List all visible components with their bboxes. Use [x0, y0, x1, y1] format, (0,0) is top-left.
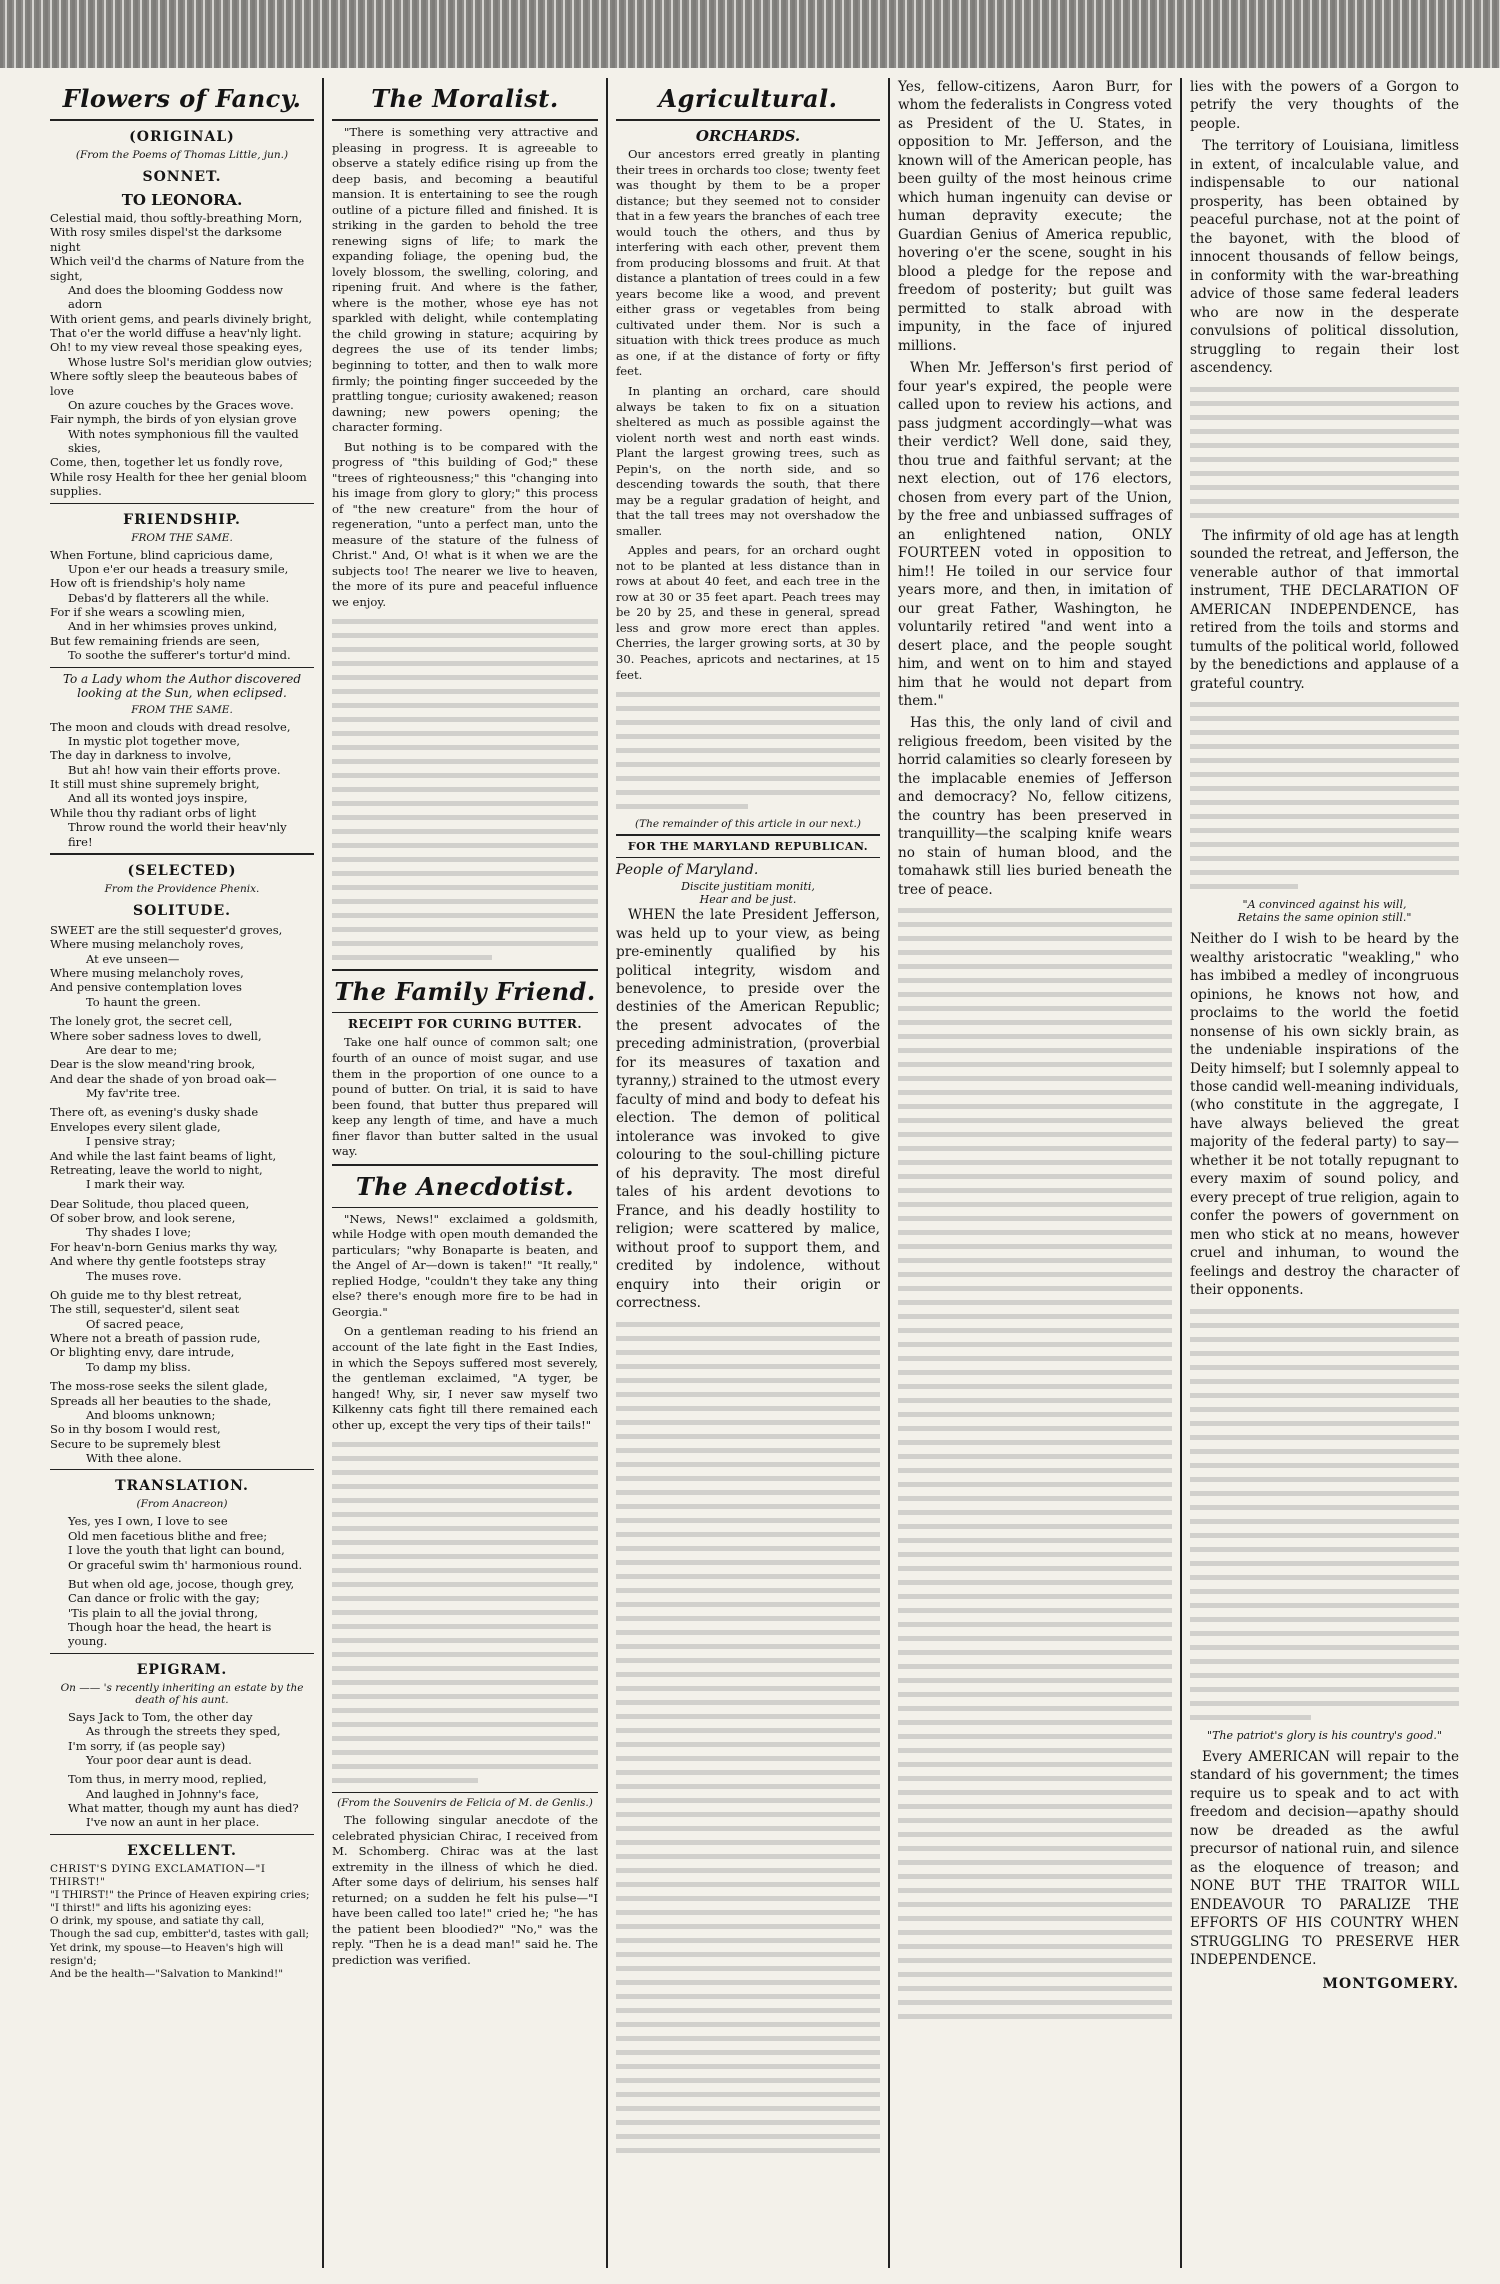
verse-line: And laughed in Johnny's face, [86, 1786, 259, 1801]
epigram-subtitle: On —— 's recently inheriting an estate by the death of his aunt. [60, 1681, 304, 1706]
verse-line: Of sacred peace, [86, 1316, 184, 1331]
text-continuation [616, 1322, 880, 2153]
excellent-verse [50, 1863, 314, 1981]
verse-line: Old men facetious blithe and free; [68, 1528, 268, 1543]
political-paragraph: The infirmity of old age has at length sounded the retreat, and Jefferson, the venerable author of that immortal instrument, THE DECLARATION OF AMERICAN INDEPENDENCE, has retired from the toils and storms and tumults of the political world, followed by the benedictions and applause of a grateful country. [1190, 527, 1459, 692]
divider [332, 119, 598, 121]
verse-line: But when old age, jocose, though grey, [68, 1576, 295, 1591]
verse-line: The moon and clouds with dread resolve, [50, 719, 291, 734]
verse-line: Celestial maid, thou softly-breathing Morn, [50, 211, 303, 225]
verse-line: It still must shine supremely bright, [50, 777, 260, 791]
verse-line: O drink, my spouse, and satiate thy call, [50, 1915, 265, 1928]
verse-line: With notes symphonious fill the vaulted skies, [68, 426, 299, 455]
verse-line: And where thy gentle footsteps stray [50, 1254, 266, 1269]
verse-line: Come, then, together let us fondly rove, [50, 455, 283, 470]
text-continuation [898, 908, 1172, 2019]
verse-line: With rosy smiles dispel'st the darksome night [50, 225, 282, 254]
verse-line: And dear the shade of yon broad oak— [50, 1071, 277, 1086]
verse-line: At eve unseen— [86, 951, 180, 966]
verse-line: Dear is the slow meand'ring brook, [50, 1057, 256, 1072]
verse-line: Where musing melancholy roves, [50, 966, 244, 980]
divider [332, 969, 598, 971]
verse-line: The day in darkness to involve, [50, 748, 232, 763]
text-continuation [332, 1442, 598, 1783]
divider [50, 853, 314, 855]
epigram-title: EPIGRAM. [136, 1661, 228, 1678]
verse-line: Dear Solitude, thou placed queen, [50, 1196, 250, 1211]
verse-line: The still, sequester'd, silent seat [50, 1302, 240, 1317]
people-heading: People of Maryland. [616, 862, 759, 879]
divider [50, 1653, 314, 1654]
verse-line: Spreads all her beauties to the shade, [50, 1393, 272, 1408]
verse-line: Where sober sadness loves to dwell, [50, 1028, 262, 1043]
divider [332, 1012, 598, 1013]
verse-line: But few remaining friends are seen, [50, 633, 260, 648]
verse-line: SWEET are the still sequester'd groves, [50, 922, 283, 937]
verse-line: 'Tis plain to all the jovial throng, [68, 1605, 258, 1620]
divider [616, 119, 880, 121]
verse-line: And all its wonted joys inspire, [68, 791, 248, 806]
anecdote-paragraph: "News, News!" exclaimed a goldsmith, while Hodge with open mouth demanded the particulars; "why Bonaparte is beaten, and the Angel of Ar—down is taken!" "It really," replied Hodge, "couldn't they take any thing else? there's enough more fire to be had in Georgia." [332, 1211, 598, 1319]
motto-latin: Discite justitiam moniti, [681, 880, 815, 894]
recipe-title: RECEIPT FOR CURING BUTTER. [347, 1017, 582, 1032]
masthead-agricultural: Agricultural. [658, 84, 838, 113]
verse-line: Or blighting envy, dare intrude, [50, 1345, 235, 1360]
patriot-motto: "The patriot's glory is his country's good." [1207, 1728, 1442, 1742]
republican-source: FOR THE MARYLAND REPUBLICAN. [627, 840, 869, 854]
quote-line: "A convinced against his will, [1242, 898, 1407, 912]
verse-line: Thy shades I love; [86, 1225, 192, 1240]
verse-line: On azure couches by the Graces wove. [68, 397, 294, 412]
political-paragraph: Yes, fellow-citizens, Aaron Burr, for whom the federalists in Congress voted as President of the U. States, in opposition to Mr. Jefferson, and the known will of the American people, has been guilty of the most heinous crime which human ingenuity can devise or human depravity execute; the Guardian Genius of America republic, hovering o'er the scene, sought in his blood a pledge for the repose and freedom of posterity; but guilt was permitted to stalk abroad with impunity, in the face of injured millions. [898, 79, 1172, 354]
verse-line: Yes, yes I own, I love to see [68, 1514, 228, 1529]
verse-line: "I thirst!" and lifts his agonizing eyes: [50, 1902, 252, 1915]
verse-line: And does the blooming Goddess now adorn [68, 282, 284, 312]
political-paragraph: Neither do I wish to be heard by the wealthy aristocratic "weakling," who has imbibed a medley of incongruous opinions, he knows not how, and proclaims to the world the foetid nonsense of his own sickly brain, as the undeniable inspirations of the Deity himself; but I solemnly appeal to those candid well-meaning individuals, (who constitute in the aggregate, I have always believed the great majority of the federal party) to say—whether it be not totally repugnant to every maxim of sound policy, and every precept of true religion, again to confer the powers of government on men who stick at no means, however cruel and inhuman, to wound the feelings and destroy the character of their opponents. [1190, 931, 1459, 1299]
verse-line: And be the health—"Salvation to Mankind!" [50, 1967, 284, 1980]
verse-line: As through the streets they sped, [86, 1724, 281, 1739]
text-continuation [1190, 702, 1459, 889]
verse-line: Secure to be supremely blest [50, 1436, 221, 1451]
verse-line: In mystic plot together move, [68, 733, 241, 748]
epigram-verse [50, 1710, 314, 1830]
divider [332, 1207, 598, 1208]
sonnet-title: TO LEONORA. [121, 191, 243, 209]
verse-line: So in thy bosom I would rest, [50, 1422, 221, 1437]
divider [50, 119, 314, 121]
verse-line: When Fortune, blind capricious dame, [50, 547, 273, 562]
eclipse-verse [50, 720, 314, 849]
verse-line: Which veil'd the charms of Nature from the sight, [50, 254, 305, 283]
translation-source: (From Anacreon) [136, 1498, 228, 1511]
column-flowers-of-fancy [42, 78, 322, 2268]
orchards-title: ORCHARDS. [695, 127, 801, 145]
verse-line: Fair nymph, the birds of yon elysian grove [50, 412, 297, 427]
masthead-flowers-of-fancy: Flowers of Fancy. [62, 84, 302, 113]
divider [50, 1834, 314, 1835]
verse-line: Of sober brow, and look serene, [50, 1211, 236, 1225]
verse-line: That o'er the world diffuse a heav'nly light. [50, 326, 302, 340]
sonnet-verse [50, 211, 314, 499]
verse-line: Whose lustre Sol's meridian glow outvies; [68, 354, 313, 369]
text-continuation [1190, 387, 1459, 518]
political-paragraph: When Mr. Jefferson's first period of four year's expired, the people were called upon to review his actions, and pass judgment accordingly—what was their verdict? Well done, said they, thou true and faithful servant; at the next election, out of 176 electors, chosen from every part of the Union, by the free and unbiassed suffrages of an enlightened nation, ONLY FOURTEEN voted in opposition to him!! He toiled in our service four years more, and then, in imitation of our great Father, Washington, he voluntarily retired "and went into a desert place, and the people sought him, and went on to him and stayed him that he would not depart from them." [898, 360, 1172, 709]
divider [616, 857, 880, 858]
verse-line: Upon e'er our heads a treasury smile, [68, 561, 289, 576]
verse-line: To soothe the sufferer's tortur'd mind. [68, 648, 291, 663]
verse-line: For if she wears a scowling mien, [50, 605, 246, 619]
verse-line: With orient gems, and pearls divinely bright, [50, 311, 312, 326]
divider [332, 1792, 598, 1793]
verse-line: For heav'n-born Genius marks thy way, [50, 1239, 278, 1254]
column-political-5 [1180, 78, 1467, 2268]
translation-verse [50, 1514, 314, 1648]
masthead-anecdotist: The Anecdotist. [355, 1171, 575, 1201]
quote-line: Retains the same opinion still." [1237, 911, 1412, 925]
souvenirs-source: (From the Souvenirs de Felicia of M. de Genlis.) [337, 1797, 593, 1810]
orchards-paragraph: Our ancestors erred greatly in planting their trees in orchards too close; twenty feet was thought by them to be a proper distance; but they seemed not to consider that in a few years the branches of each tree would touch the others, and thus by interfering with each other, prevent them from producing blossoms and fruit. At that distance a plantation of trees could in a few years become like a wood, and prevent either grass or vegetables from being cultivated under them. Nor is such a situation with thick trees produce as much as one, if at the distance of forty or fifty feet. [616, 147, 880, 379]
verse-line: But ah! how vain their efforts prove. [68, 762, 281, 777]
verse-line: Oh guide me to thy blest retreat, [50, 1287, 242, 1302]
verse-line: There oft, as evening's dusky shade [50, 1105, 259, 1120]
verse-line: And while the last faint beams of light, [50, 1148, 277, 1163]
verse-line: The muses rove. [86, 1268, 182, 1283]
verse-line: Where musing melancholy roves, [50, 937, 244, 952]
verse-line: Where softly sleep the beauteous babes of love [50, 369, 298, 398]
divider [50, 667, 314, 668]
columns [42, 78, 1467, 2268]
verse-line: Though the sad cup, embitter'd, tastes with gall; [50, 1928, 310, 1941]
verse-line: Debas'd by flatterers all the while. [68, 590, 270, 605]
eclipse-source: FROM THE SAME. [131, 703, 233, 716]
text-continuation [1190, 1309, 1459, 1720]
verse-line: Though hoar the head, the heart is young. [68, 1620, 272, 1649]
verse-line: Retreating, leave the world to night, [50, 1162, 263, 1177]
verse-line: Says Jack to Tom, the other day [68, 1709, 253, 1724]
verse-line: Throw round the world their heav'nly fire! [68, 820, 287, 849]
people-paragraph: WHEN the late President Jefferson, was held up to your view, as being pre-eminently qualified by his political integrity, wisdom and benevolence, to preside over the destinies of the American Republic; the present advocates of the preceding administration, (proverbial for its measures of taxation and tyranny,) strained to the utmost every faculty of mind and body to defeat his election. The demon of political intolerance was invoked to give colouring to the soul-chilling picture of his depravity. The most direful tales of his ardent devotions to France, and his deadly hostility to religion; were scattered by malice, without proof to support them, and credited by indolence, without enquiry into their origin or correctness. [616, 907, 880, 1312]
verse-line: I mark their way. [86, 1177, 186, 1192]
selected-source: From the Providence Phenix. [104, 882, 260, 895]
verse-line: The moss-rose seeks the silent glade, [50, 1379, 268, 1394]
friendship-source: FROM THE SAME. [131, 531, 233, 544]
verse-line: The lonely grot, the secret cell, [50, 1014, 233, 1029]
verse-line: While thou thy radiant orbs of light [50, 805, 257, 820]
verse-line: To damp my bliss. [86, 1359, 191, 1374]
page-top-edge [0, 0, 1500, 68]
recipe-text: Take one half ounce of common salt; one fourth of an ounce of moist sugar, and use them in the proportion of one ounce to a pound of butter. On trial, it is said to have been found, that butter thus prepared will keep any length of time, and have a much finer flavor than butter salted in the usual way. [332, 1035, 598, 1159]
original-source: (From the Poems of Thomas Little, jun.) [75, 149, 289, 161]
verse-line: To haunt the green. [86, 994, 201, 1009]
friendship-title: FRIENDSHIP. [123, 511, 241, 528]
sonnet-label: SONNET. [142, 169, 222, 185]
verse-line: Can dance or frolic with the gay; [68, 1591, 260, 1606]
verse-line: With thee alone. [86, 1451, 182, 1465]
verse-line: "I THIRST!" the Prince of Heaven expiring cries; [50, 1889, 310, 1901]
verse-line: My fav'rite tree. [86, 1086, 181, 1100]
verse-line: And blooms unknown; [86, 1407, 216, 1422]
political-paragraph: Has this, the only land of civil and religious freedom, been visited by the horrid calamities so clearly foreseen by the implacable enemies of Jefferson and democracy? No, fellow citizens, the country has been preserved in tranquillity—the scalping knife wears no stain of human blood, and the tomahawk still lies buried beneath the tree of peace. [898, 715, 1172, 898]
closing-paragraph: Every AMERICAN will repair to the standard of his government; the times require us to speak and to act with freedom and decision—apathy should now be dreaded as the awful precursor of national ruin, and silence as the eloquence of treason; and NONE BUT THE TRAITOR WILL ENDEAVOUR TO PARALIZE THE EFFORTS OF HIS COUNTRY WHEN STRUGGLING TO PRESERVE HER INDEPENDENCE. [1190, 1748, 1459, 1969]
masthead-moralist: The Moralist. [371, 84, 559, 113]
verse-line: I'm sorry, if (as people say) [68, 1738, 226, 1753]
solitude-title: SOLITUDE. [132, 902, 231, 919]
political-paragraph: lies with the powers of a Gorgon to petrify the very thoughts of the people. [1190, 79, 1459, 132]
verse-line: And pensive contemplation loves [50, 980, 242, 995]
masthead-family-friend: The Family Friend. [334, 977, 596, 1007]
verse-line: Or graceful swim th' harmonious round. [68, 1557, 303, 1572]
verse-line: I've now an aunt in her place. [86, 1815, 260, 1830]
moralist-paragraph: But nothing is to be compared with the progress of "this building of God;" these "trees of righteousness;" this "changing into his image from glory to glory;" this process of "the new creature" from the hour of regeneration, "unto a perfect man, unto the measure of the stature of the fulness of Christ." And, O! what is it when we are the subjects too! The nearer we live to heaven, the more of its pure and peaceful influence we enjoy. [332, 439, 598, 609]
excellent-title: EXCELLENT. [127, 1842, 237, 1859]
text-continuation [332, 619, 598, 960]
selected-label: (SELECTED) [127, 862, 237, 879]
souvenirs-text: The following singular anecdote of the celebrated physician Chirac, I received from M. Schomberg. Chirac was at the last extremity in the illness of which he died. After some days of delirium, his senses half returned; on a sudden he felt his pulse—"I have been called too late!" cried he; "he has the patient been bloodied?" "No," was the reply. "Then he is a dead man!" said he. The prediction was verified. [332, 1813, 598, 1967]
divider [50, 1469, 314, 1470]
moralist-paragraph: "There is something very attractive and pleasing in progress. It is agreeable to observe a stately edifice rising up from the deep basis, and becoming a beautiful mansion. It is entertaining to see the rough outline of a picture filled and finished. It is striking in the garden to behold the tree renewing signs of life; to mark the expanding foliage, the opening bud, the lovely blossom, the swelling, coloring, and ripening fruit. And where is the father, where is the mother, whose eye has not sparkled with delight, while contemplating the child growing in stature; acquiring by degrees the use of its tender limbs; beginning to totter, and then to walk more firmly; the pointing finger succeeded by the prattling tongue; curiosity awakened; reason dawning; new powers opening; the character forming. [332, 125, 598, 435]
column-political-4 [888, 78, 1180, 2268]
verse-line: Envelopes every silent glade, [50, 1119, 221, 1134]
verse-line: Oh! to my view reveal those speaking eyes, [50, 340, 303, 355]
orchards-paragraph: Apples and pears, for an orchard ought not to be planted at less distance than in rows at about 40 feet, and each tree in the row at 30 or 35 feet apart. Peach trees may be 20 by 25, and these in general, spread less and grow more erect than apples. Cherries, the larger growing sorts, at 30 by 30. Peaches, apricots and nectarines, at 15 feet. [616, 543, 880, 682]
verse-line: Yet drink, my spouse—to Heaven's high will resign'd; [50, 1941, 284, 1967]
verse-line: And in her whimsies proves unkind, [68, 619, 278, 634]
original-label: (ORIGINAL) [129, 129, 235, 145]
divider [50, 503, 314, 504]
verse-line: Where not a breath of passion rude, [50, 1331, 261, 1345]
translation-title: TRANSLATION. [115, 1478, 249, 1495]
verse-line: How oft is friendship's holy name [50, 576, 246, 591]
motto-english: Hear and be just. [699, 893, 797, 907]
divider [616, 834, 880, 836]
verse-line: Are dear to me; [86, 1042, 178, 1057]
text-continuation [616, 692, 880, 809]
verse-line: Your poor dear aunt is dead. [86, 1752, 252, 1767]
friendship-verse [50, 548, 314, 663]
verse-line: I pensive stray; [86, 1134, 176, 1149]
signature: MONTGOMERY. [1322, 1975, 1459, 1992]
verse-line: What matter, though my aunt has died? [68, 1801, 299, 1815]
verse-line: While rosy Health for thee her genial bloom supplies. [50, 469, 307, 499]
solitude-verse [50, 923, 314, 1466]
political-paragraph: The territory of Louisiana, limitless in extent, of incalculable value, and indispensable to our national prosperity, has been obtained by peaceful purchase, not at the point of the bayonet, with the blood of innocent thousands of fellow beings, in conformity with the war-breathing advice of those same federal leaders who are now in the desperate convulsions of political dissolution, struggling to regain their lost ascendency. [1190, 138, 1459, 377]
verse-line: Tom thus, in merry mood, replied, [68, 1772, 267, 1787]
anecdote-paragraph: On a gentleman reading to his friend an account of the late fight in the East Indies, in which the Sepoys suffered most severely, the gentleman exclaimed, "A tyger, be hanged! Why, sir, I never saw myself two Kilkenny cats fight till there remained each other up, except the very tips of their tails!" [332, 1324, 598, 1432]
verse-line: I love the youth that light can bound, [68, 1543, 285, 1558]
verse-line: CHRIST'S DYING EXCLAMATION—"I THIRST!" [50, 1862, 266, 1888]
divider [332, 1164, 598, 1166]
column-moralist [322, 78, 606, 2268]
orchards-note: (The remainder of this article in our next.) [635, 818, 861, 831]
orchards-paragraph: In planting an orchard, care should always be taken to fix on a situation sheltered as much as possible against the violent north west and north east winds. Plant the largest growing trees, such as Pepin's, on the north side, and so descending towards the south, that there may be a regular gradation of height, and that the tall trees may not overshadow the smaller. [616, 383, 880, 538]
eclipse-title: To a Lady whom the Author discovered looking at the Sun, when eclipsed. [62, 671, 302, 700]
column-agricultural [606, 78, 888, 2268]
